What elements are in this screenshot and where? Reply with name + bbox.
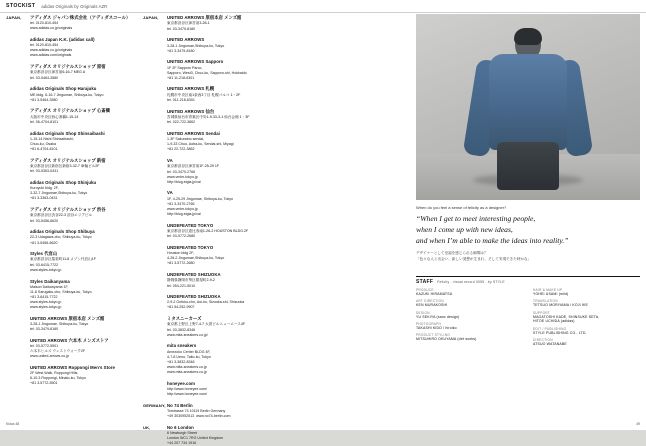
page-subtitle: adidas Originals by Originals AZR	[41, 3, 108, 9]
stockist-entry	[143, 223, 273, 240]
credit-name: YU SEKIYA (sanc design)	[416, 314, 460, 319]
store-address: 2F West Walk, Roppongi Hills, 6-10-3 Roppongi, Minato-ku, Tokyo +81 3-5772-5501	[30, 371, 86, 386]
staff-header	[416, 276, 640, 285]
store-name: Styles Daikanyama	[30, 278, 70, 284]
credit-name: KEN MURAKOSHI	[416, 303, 448, 308]
credit-name: MAGATOSHI KADE, SHINSUKE SETA,	[533, 314, 600, 319]
stockist-entry	[143, 403, 273, 419]
store-address: Amezoko Center BLDG 4F, 4-7-8 Ueno, Taito-ku, Tokyo +81 3-3832-8346 www.mita-sneakers.co.jp www.mita-sneakers.co.jp	[167, 349, 211, 375]
staff-credit	[416, 333, 523, 342]
stockist-entry	[143, 343, 273, 375]
credit-name: MITSUHIRO OKUYAMA (dirt works)	[416, 337, 477, 342]
region-label: GERMANY,	[143, 402, 166, 408]
store-address: tel. 03-5772-2680	[167, 234, 196, 239]
credit-name: ATSUO WATANABE	[533, 341, 567, 346]
stockist-entry	[143, 272, 273, 289]
credit-role: PHOTOGRAPH	[416, 321, 442, 326]
store-name: UNITED ARROWS 原宿本店 メンズ館	[30, 315, 105, 321]
photo-figure	[468, 30, 588, 190]
staff-block	[416, 276, 640, 347]
store-name: UNITED ARROWS 札幌	[167, 86, 215, 92]
credit-name: YOHEI USAMI (mild)	[533, 292, 569, 296]
store-address-jp: 大阪市中央区西心斎橋1-15-14	[30, 114, 79, 119]
store-address: http://www.honeyee.com/ http://www.honeyee.com/	[167, 386, 208, 397]
store-name: honeyee.com	[167, 380, 196, 386]
staff-credit	[416, 288, 523, 297]
quote-jp-line: デザイナーとして至福を感じられる瞬間は？	[416, 251, 488, 256]
staff-credit	[533, 299, 640, 308]
credit-name: STYLE PUBLISHING CO., LTD.	[533, 330, 587, 335]
store-address: Houston bldg 2F, 4-26-2 Jingumae,Shibuya-ku, Tokyo +81 3-5772-2680	[167, 251, 225, 266]
staff-subtitle: Felicity - visual record 0055 - by STYLE	[437, 280, 505, 284]
store-address: 3-28-1 Jingumae, Shibuya-ku, Tokyo tel. 03-3479-8180	[30, 322, 89, 332]
folio-left: Kidus 48	[6, 422, 20, 426]
quote-lead: When do you feel a sense of felicity as a designer?	[416, 205, 507, 210]
store-address: 1F 2F Sapporo Parco, Sapporo, West3, Chuo-ku, Sapporo-shi, Hokkaido +81 11-218-6301	[167, 65, 247, 80]
store-name: adidas Originals Shop Harajuku	[30, 86, 97, 92]
store-address: tel. 06-4704-8101	[30, 119, 59, 124]
store-address: tel. 03-5464-3580	[30, 75, 59, 80]
store-address: 1-3F Sakuraino sendai, 1-9-33 Chuo, Aoba-ku, Sendai-shi, Miyagi +81 22-722-3862	[167, 137, 234, 152]
credit-role: TRANSLATION	[533, 299, 558, 304]
store-name: アディダス オリジナルスショップ 渋谷	[30, 206, 106, 212]
region-label	[6, 37, 30, 59]
store-address: tel. 0120-810-454 www.adidas.co.jp/originals	[30, 21, 73, 31]
store-address-jp: 静岡県静岡市葵区紺屋町2-9-2	[167, 278, 215, 283]
stockist-entry	[143, 158, 273, 185]
store-name: UNDEFEATED TOKYO	[167, 244, 214, 250]
store-name: No 74 Berlin	[167, 402, 193, 408]
stockist-entry	[6, 15, 136, 31]
quote-line: “When I get to meet interesting people,	[416, 214, 536, 224]
figure-hair	[514, 28, 542, 45]
region-label: JAPAN,	[143, 15, 159, 20]
store-address: Maison Daikanyama 1F, 11-8 Sarugaku-cho, Shibuya-ku, Tokyo +81 3-6415-7722 www.styles-tokyo.jp www.styles-tokyo.jp	[30, 284, 92, 310]
stockist-entry	[143, 381, 273, 397]
stockist-entry	[6, 108, 136, 125]
store-address-jp: 東京都渋谷区新宿区新宿3-32-7 車輪ビル2F	[30, 163, 100, 168]
staff-credit	[416, 299, 523, 308]
stockist-entry	[6, 64, 136, 81]
store-address: tel. 011-218-6301	[167, 97, 195, 102]
staff-title: STAFF	[416, 279, 434, 285]
stockist-column-1	[6, 15, 136, 415]
stockist-entry	[143, 316, 273, 338]
store-name: アディダス オリジナルスショップ 新宿	[30, 157, 106, 163]
store-address: 6 Newburgh Street London WC1 7RG United Kingdom +44 207 734 1916	[167, 430, 223, 446]
stockist-entry	[143, 425, 273, 446]
credit-name: TETSUO MORIYAMA / KOJI IKE	[533, 303, 588, 308]
store-address-jp: 東京都渋谷区恵比寿南1-26-2 HOUSTON BLDG.2F	[167, 228, 249, 233]
staff-credit	[533, 311, 640, 324]
store-address-jp: 東京都渋谷区神宮前6-16-7 MEG A	[30, 70, 86, 75]
credit-role: DIRECTION	[533, 337, 553, 342]
figure-legs	[497, 142, 559, 190]
store-name: アディダス オリジナルスショップ 原宿	[30, 64, 106, 69]
credit-role: PRODUCT STYLING	[416, 333, 450, 338]
credit-name-extra: HITOE UCHIDA (adidas)	[533, 319, 575, 324]
credit-role: PRODUCE	[416, 288, 434, 292]
stockist-entry	[6, 86, 136, 102]
credit-name: TAKASHI KIDO / hiroiko	[416, 325, 457, 330]
quote-text	[416, 213, 640, 246]
store-name: adidas Japan K.K. (adidas call)	[30, 36, 95, 42]
stockist-entry	[6, 207, 136, 224]
store-name: UNITED ARROWS	[167, 37, 205, 43]
stockist-entry	[6, 365, 136, 387]
credit-name: KAZUKI HIRAMATSU	[416, 292, 453, 296]
store-name: VA	[167, 190, 173, 196]
region-label: UK,	[143, 424, 151, 430]
stockist-entry	[143, 131, 273, 153]
stockist-entry	[143, 59, 273, 81]
quote-jp-line: 「色々な人と出会い、新しい発想が生まれ、そして実現できた時かな」	[416, 256, 532, 261]
store-name: adidas Originals Shop Shibuya	[30, 229, 95, 235]
store-address-jp: 東京都渋谷区渋谷22-3 渋谷エリアビル	[30, 213, 93, 218]
designer-portrait-image	[416, 14, 640, 200]
store-address: tel. 03-3470-2766 www.vmlm-tokyo.jp http://blog.stgia.jp/va/	[167, 169, 201, 184]
store-name: adidas Originals Shop Shinsaibashi	[30, 130, 105, 136]
store-name: UNDEFEATED SHIZUOKA	[167, 271, 221, 277]
store-address: tel. 03-3832-8346 www.mita-sneakers.co.jp/	[167, 327, 208, 337]
store-name: UNDEFEATED TOKYO	[167, 222, 214, 228]
stockist-entry	[143, 86, 273, 103]
store-name: mita sneakers	[167, 343, 197, 349]
store-name: Styles 代官山	[30, 251, 58, 257]
store-name: No 6 London	[167, 424, 194, 430]
store-address-jp: 札幌市中央区南1条西3丁目 札幌パルコ 1・2F	[167, 92, 241, 97]
store-address: tel. 03-5772-5501 六本木ヒルズ ウェストウォーク2F www.united-arrows.co.jp	[30, 343, 86, 359]
quote-jp	[416, 251, 640, 262]
folio-right: 49	[636, 422, 640, 426]
stockist-entry	[143, 245, 273, 267]
store-name: UNITED ARROWS Sendai	[167, 130, 220, 136]
store-name: UNITED ARROWS Sapporo	[167, 59, 224, 65]
staff-credit	[533, 288, 640, 297]
store-name: UNITED ARROWS 仙台	[167, 108, 215, 114]
quote-line: when I come up with new ideas,	[416, 225, 513, 235]
store-address-jp: 東京都渋谷区神宮前1F-25-29 1F	[167, 164, 220, 169]
stockist-entry	[143, 294, 273, 310]
store-name: UNDEFEATED SHIZUOKA	[167, 294, 221, 300]
store-name: UNITED ARROWS 六本木 メンズストア	[30, 337, 109, 343]
credit-role: DESIGN	[416, 310, 430, 315]
stockist-entry	[143, 15, 273, 32]
stockist-entry	[143, 190, 273, 217]
store-address-jp: 東京都上野区上野7-4-7 大曽ビルニューエース4F	[167, 322, 246, 327]
store-address: tel. 03-5456-6620	[30, 218, 59, 223]
stockist-entry	[6, 158, 136, 175]
quote-block	[416, 205, 640, 262]
store-address: 1F, 4-25-29 Jingumae, Shibuya-ku, Tokyo +81 3-3470-2766 www.vmlm-tokyo.jp http://blog.stgia.jp/va/	[167, 196, 234, 216]
stockist-entry	[6, 37, 136, 59]
stockist-entry	[143, 37, 273, 53]
store-address: 22-3 Udagawa-cho, Shibuya-ku, Tokyo +81 3-5456-6620	[30, 235, 92, 245]
store-name: adidas Originals Shop Shinjuku	[30, 179, 97, 185]
staff-credit-list	[416, 288, 640, 347]
figure-jacket	[489, 54, 567, 150]
credit-role: HAIR & MAKE UP	[533, 288, 563, 292]
stockist-entry	[6, 131, 136, 153]
stockist-entry	[143, 109, 273, 126]
stockist-column-2	[143, 15, 273, 446]
store-address: tel. 022-722-3862	[167, 120, 196, 125]
staff-credit	[533, 338, 640, 347]
stockist-entry	[6, 180, 136, 202]
store-address: tel. 03-5363-0431	[30, 169, 59, 174]
store-address-jp: 東京都渋谷区猿楽町11-8 メゾン代官山1F	[30, 257, 96, 262]
store-name: ミタスニーカーズ	[167, 316, 202, 322]
store-name: UNITED ARROWS Roppongi Men's Store	[30, 364, 115, 370]
store-address: tel. 03-3479-8180	[167, 26, 196, 31]
store-address: tel. 0120-810-454 www.adidas.co.jp/originals www.adidas.com/originals	[30, 43, 73, 58]
stockist-entry	[6, 338, 136, 360]
store-address: 1-15-14 Nishi Shinsaibashi, Chuo-ku, Osaka +81 6-4704-8101	[30, 136, 74, 151]
store-address-jp: 宮城県仙台市青葉区中央1-9-33-3-1 仙台会館 1・3F	[167, 114, 250, 119]
store-address-jp: 東京都渋谷区神宮前3-28-1	[167, 21, 210, 26]
store-address: 3-28-1 Jingumae,Shibuya-ku, Tokyo +81 3-3479-8180	[167, 43, 225, 53]
page-title: STOCKIST	[6, 3, 36, 9]
store-address: Torstrasse 74 10119 Berlin Germany +49 3030952513 www.no74-berlin.com	[167, 408, 231, 418]
staff-credit	[533, 327, 640, 336]
credit-role: ART DIRECTION	[416, 299, 444, 304]
region-label: JAPAN,	[6, 15, 22, 20]
credit-role: EDIT / PUBLISHING	[533, 326, 567, 331]
store-name: UNITED ARROWS 原宿本店 メンズ館	[167, 15, 242, 20]
staff-credit	[416, 311, 523, 320]
store-name: アディダス オリジナルスショップ 心斎橋	[30, 108, 110, 114]
store-address: ME bldg. 6-16-7 Jingumae, Shibuya-ku, Tokyo +81 3-5464-3580	[30, 92, 104, 102]
store-name: VA	[167, 157, 173, 163]
store-address: tel. 054-221-5010	[167, 283, 196, 288]
store-address: Kuroyuki bldg. 2F, 3-32-7 Jingumae,Shibuya-ku, Tokyo +81 3-3363-0431	[30, 186, 88, 201]
quote-line: and when I’m able to make the ideas into reality.”	[416, 236, 569, 246]
credit-role: SUPPORT	[533, 310, 551, 315]
stockist-entry	[6, 229, 136, 245]
stockist-entry	[6, 251, 136, 273]
staff-credit	[416, 322, 523, 331]
page-header	[0, 0, 646, 13]
store-address: tel. 03-6415-7722 www.styles-tokyo.jp	[30, 262, 62, 272]
store-address: 2-9-2 Gofuku-cho, Aoi-ku, Sizuoka-shi, Shizuoka +81 54-252-9907	[167, 300, 245, 310]
stockist-entry	[6, 316, 136, 332]
stockist-entry	[6, 279, 136, 311]
store-name: アディダス ジャパン株式会社（アディダスコール）	[30, 15, 131, 20]
